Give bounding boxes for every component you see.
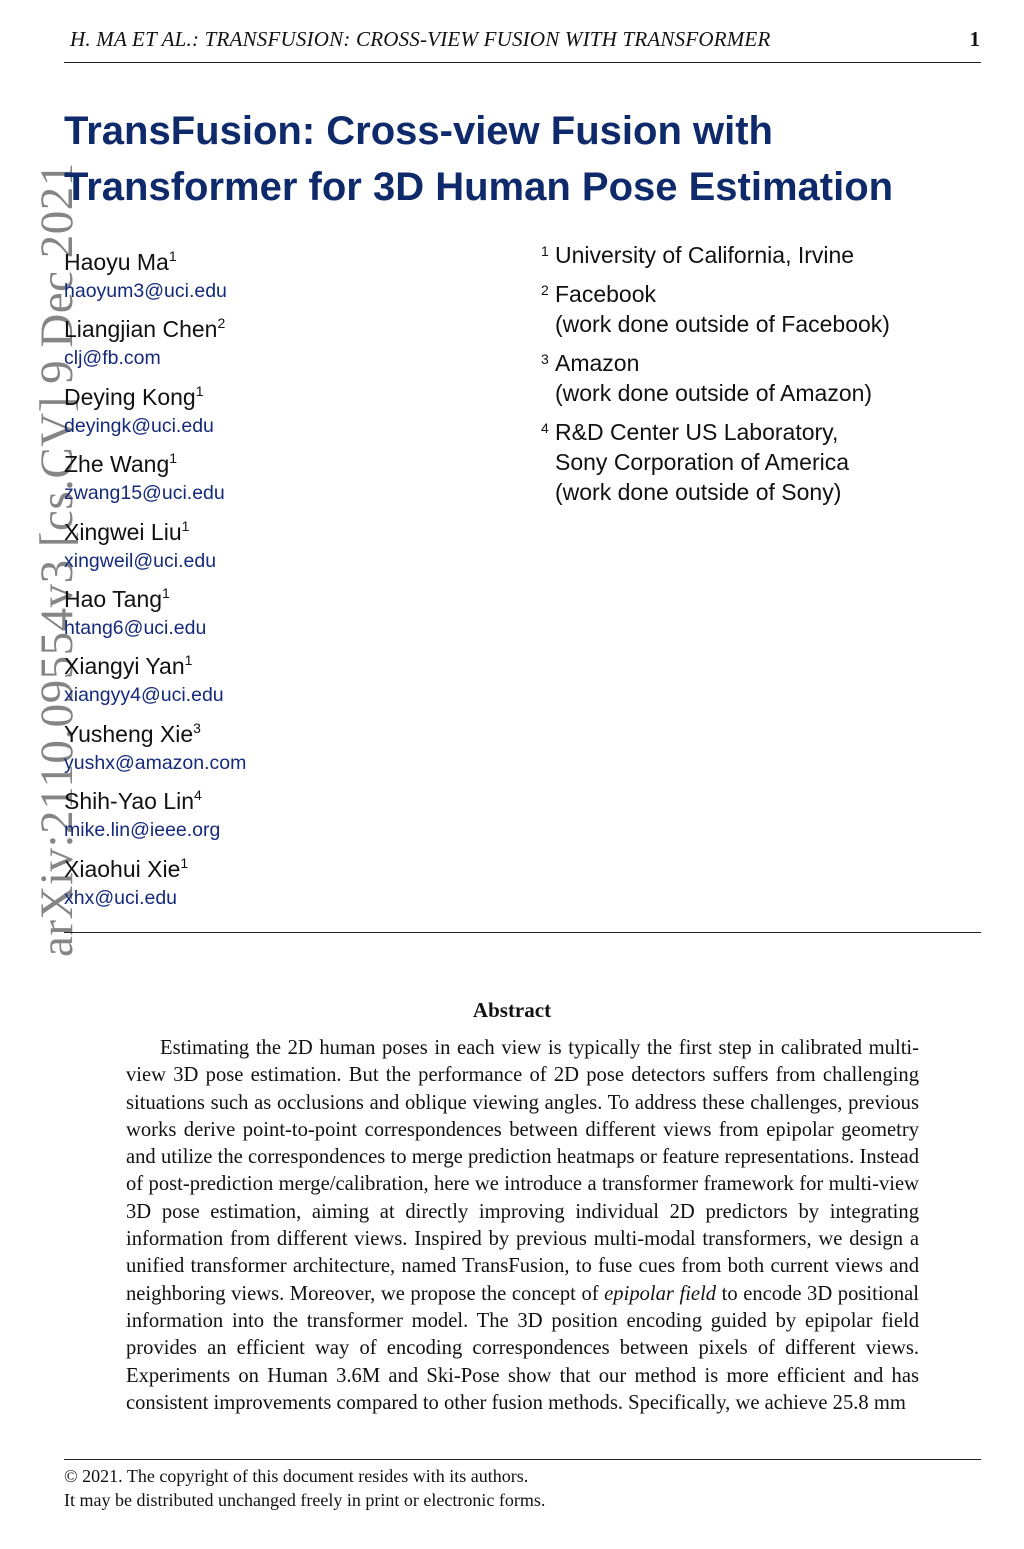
affiliation-line: (work done outside of Sony) (555, 479, 842, 505)
affiliation-list (541, 240, 890, 516)
author-entry (64, 375, 246, 442)
author-name: Yusheng Xie$^3$ (64, 719, 201, 747)
copyright-footnote (64, 1464, 545, 1512)
affiliation-mark: 2 (541, 282, 549, 298)
author-entry (64, 644, 246, 711)
author-entry (64, 307, 246, 374)
affiliation-line: Amazon (555, 350, 640, 376)
author-entry (64, 577, 246, 644)
page-number: 1 (969, 27, 980, 51)
author-entry (64, 712, 246, 779)
author-list (64, 240, 246, 914)
author-email-link[interactable]: deyingk@uci.edu (64, 414, 214, 437)
author-email-link[interactable]: clj@fb.com (64, 347, 161, 370)
author-name: Xiaohui Xie$^1$ (64, 854, 189, 882)
author-name: Haoyu Ma$^1$ (64, 248, 177, 275)
author-name: Shih-Yao Lin$^4$ (64, 787, 202, 815)
header-rule (64, 62, 981, 63)
affiliation-entry (541, 240, 890, 270)
affiliation-line: Sony Corporation of America (555, 449, 850, 475)
author-entry (64, 779, 246, 846)
author-name: Liangjian Chen$^2$ (64, 315, 226, 343)
authors-rule (64, 932, 981, 933)
author-entry (64, 442, 246, 509)
author-name: Xiangyi Yan$^1$ (64, 652, 193, 680)
footnote-rule (64, 1459, 981, 1460)
author-email-link[interactable]: xhx@uci.edu (64, 886, 178, 909)
author-name: Xingwei Liu$^1$ (64, 517, 190, 545)
affiliation-mark: 3 (541, 351, 549, 367)
abstract-heading: Abstract (472, 998, 552, 1022)
author-entry (64, 510, 246, 577)
author-email-link[interactable]: zwang15@uci.edu (64, 482, 225, 505)
author-entry (64, 240, 246, 307)
author-email-link[interactable]: htang6@uci.edu (64, 616, 207, 639)
author-email-link[interactable]: mike.lin@ieee.org (64, 819, 221, 842)
author-name: Hao Tang$^1$ (64, 584, 170, 612)
abstract-emphasis: epipolar field (604, 1282, 717, 1305)
abstract-body: Estimating the 2D human poses in each view is typically the first step in calibrated multi-view 3D pose estimation. But the performance of 2D pose detectors suffers from challenging situations such as occlusions and oblique viewing angles. To address these challenges, previous works derive point-to-point correspondences between different views from epipolar geometry and utilize the correspondences to merge prediction heatmaps or feature representations. Instead of post-prediction merge/calibration, here we introduce a transformer framework for multi-view 3D pose estimation, aiming at directly improving individual 2D predictors by integrating information from different views. Inspired by previous multi-modal transformers, we design a unified transformer architecture, named TransFusion, to fuse cues from both current views and neighboring views. Moreover, we propose the concept of epipolar field to encode 3D positional information into the transformer model. The 3D position encoding guided by epipolar field provides an efficient way of encoding correspondences between pixels of different views. Experiments on Human 3.6M and Ski-Pose show that our method is more efficient and has consistent improvements compared to other fusion methods. Specifically, we achieve 25.8 mm (126, 1037, 919, 1414)
footnote-line-2: It may be distributed unchanged freely in print or electronic forms. (64, 1490, 546, 1510)
title-line-2: Transformer for 3D Human Pose Estimation (64, 165, 894, 209)
author-email-link[interactable]: xingweil@uci.edu (64, 549, 217, 572)
paper-title (64, 103, 994, 215)
affiliation-entry (541, 348, 890, 408)
author-email-link[interactable]: xiangyy4@uci.edu (64, 684, 224, 707)
author-entry (64, 847, 246, 914)
running-head-text: H. MA ET AL.: TRANSFUSION: CROSS-VIEW FUSION WITH TRANSFORMER (70, 27, 771, 51)
affiliation-line: R&D Center US Laboratory, (555, 419, 839, 445)
affiliation-entry (541, 279, 890, 339)
affiliation-line: (work done outside of Facebook) (555, 311, 890, 337)
running-head (70, 27, 980, 52)
affiliation-entry (541, 417, 890, 507)
author-email-link[interactable]: haoyum3@uci.edu (64, 280, 227, 302)
affiliation-mark: 1 (541, 243, 549, 259)
author-email-link[interactable]: yushx@amazon.com (64, 751, 247, 774)
affiliation-mark: 4 (541, 420, 549, 436)
affiliation-line: University of California, Irvine (555, 242, 855, 268)
affiliation-line: Facebook (555, 281, 657, 307)
title-line-1: TransFusion: Cross-view Fusion with (64, 109, 773, 153)
arxiv-stamp: arXiv:2110.09554v3 [cs.CV] 9 Dec 2021 (31, 162, 83, 957)
footnote-line-1: © 2021. The copyright of this document resides with its authors. (64, 1466, 529, 1486)
author-name: Deying Kong$^1$ (64, 382, 204, 410)
author-name: Zhe Wang$^1$ (64, 450, 178, 478)
affiliation-line: (work done outside of Amazon) (555, 380, 873, 406)
